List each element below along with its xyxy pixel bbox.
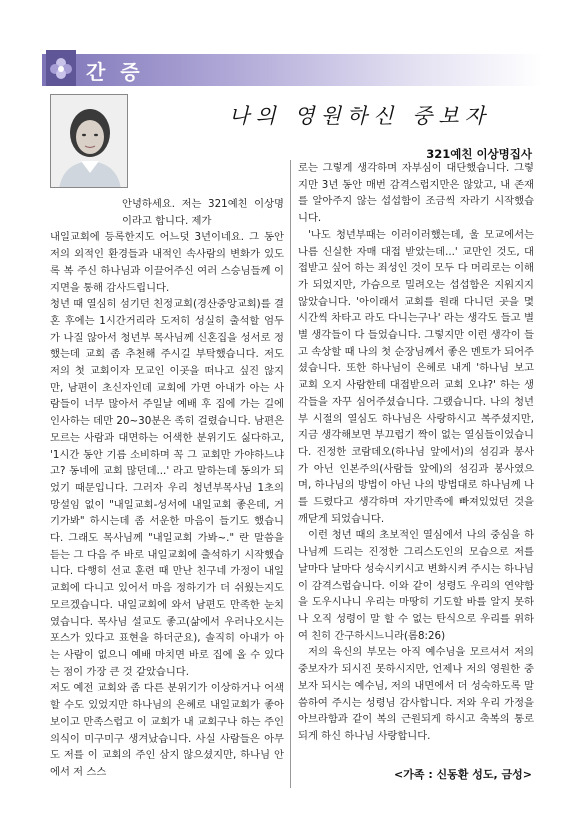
body-paragraph: 이런 청년 때의 초보적인 열심에서 나의 중심을 하나님께 드리는 진정한 그리스도인의 모습으로 저를 날마다 날마다 성숙시키시고 변화시켜 주시는 하나님이 감격스럽습니다. 이와 같이 성령도 우리의 연약함을 도우시나니 우리는 마땅히 기도할 바를 알지 못하나 오직 성령이 말 할 수 없는 탄식으로 우리를 위하여 친히 간구하시느니라(롬8:26) [298, 529, 534, 642]
right-column [298, 160, 534, 745]
article-headline: 나의 영원하신 중보자 [229, 104, 491, 128]
flower-icon [46, 50, 76, 86]
section-banner [42, 50, 542, 90]
intro-paragraph: 안녕하세요. 저는 321예친 이상명이라고 합니다. 제가 [122, 198, 284, 227]
author-byline: 321예친 이상명집사 [426, 147, 532, 161]
family-note: <가족 : 신동환 성도, 금성> [394, 768, 532, 781]
author-portrait [50, 94, 128, 188]
body-paragraph: 저도 예전 교회와 좀 다른 분위기가 이상하거나 어색할 수도 있었지만 하나님의 은혜로 내일교회가 좋아 보이고 만족스럽고 이 교회가 내 교회구나 하는 주인의식이 미구미구 생겨났습니다. 사실 사람들은 아무도 저를 이 교회의 주인 삼지 않으셨지만, 하나님 안에서 저 스스 [50, 682, 284, 778]
body-paragraph: 로는 그렇게 생각하며 자부심이 대단했습니다. 그렇지만 3년 동안 매번 감격스럽지만은 않았고, 내 존재를 알아주지 않는 섭섭함이 조금씩 자라기 시작했습니다. [298, 162, 534, 225]
column-divider [290, 160, 291, 788]
body-paragraph: 내일교회에 등록한지도 어느덧 3년이네요. 그 동안 저의 외적인 환경들과 내적인 속사람의 변화가 있도록 복 주신 하나님과 이끌어주신 여러 스승님들께 이 지면을 통해 감사드립니다. [50, 231, 284, 294]
body-paragraph: '나도 청년부때는 이러이러했는데, 울 모교에서는 나름 신실한 자매 대접 받았는데...' 교만인 것도, 대접받고 싶어 하는 죄성인 것이 모두 다 머리로는 이해가 되었지만, 가슴으로 밀려오는 섭섭함은 지워지지 않았습니다. '아이래서 교회를 원래 다니던 곳을 몇 시간씩 차타고 라도 다니는구나' 라는 생각도 들고 별 별 생각들이 다 들었습니다. 그렇지만 이런 생각이 들고 속상할 때 나의 첫 순장님께서 좋은 멘토가 되어주셨습니다. 또한 하나님이 은혜로 내게 '하나님 보고 교회 오지 사람한테 대접받으러 교회 오냐?' 하는 생각들을 자꾸 심어주셨습니다. 그랬습니다. 나의 청년부 시절의 열심도 하나님은 사랑하시고 복주셨지만, 지금 생각해보면 부끄럽기 짝이 없는 열심들이었습니다. 진정한 코람데오(하나님 앞에서)의 섬김과 봉사가 아닌 인본주의(사람들 앞에)의 섬김과 봉사였으며, 하나님의 방법이 아닌 나의 방법대로 하나님께 나를 드렸다고 생각하며 자기만족에 빠져있었던 것을 깨닫게 되었습니다. [298, 228, 534, 525]
body-paragraph: 저의 육신의 부모는 아직 예수님을 모르셔서 저의 중보자가 되시진 못하시지만, 언제나 저의 영원한 중보자 되시는 예수님, 저의 내면에서 더 성숙하도록 말씀하여 주시는 성령님 감사합니다. 저와 우리 가정을 아브라함과 같이 복의 근원되게 하시고 축복의 통로 되게 하신 하나님 사랑합니다. [298, 646, 534, 742]
banner-title: 간 증 [86, 60, 144, 84]
left-column [50, 196, 284, 781]
body-paragraph: 청년 때 열심히 섬기던 친정교회(경산중앙교회)를 결혼 후에는 1시간거리라 도저히 성실히 출석할 엄두가 나질 않아서 청년부 목사님께 신혼집을 성서로 정했는데 교회 좀 추천해 주시길 부탁했습니다. 저도 저의 첫 교회이자 모교인 이곳을 떠나고 싶진 않지만, 남편이 초신자인데 교회에 가면 아내가 아는 사람들이 너무 많아서 주일날 예배 후 집에 가는 길에 인사하는 데만 20~30분은 족히 걸렸습니다. 남편은 모르는 사람과 대면하는 어색한 분위기도 싫다하고, '1시간 동안 기름 소비하며 꼭 그 교회만 가야하느냐고? 동네에 교회 많던데...' 라고 말하는데 동의가 되었기 때문입니다. 그러자 우리 청년부목사님 1초의 망설임 없이 "내일교회-성서에 내일교회 좋은데, 거기가봐" 하시는데 좀 서운한 마음이 들기도 했습니다. 그래도 목사님께 "내일교회 가봐~." 란 말씀을 듣는 그 다음 주 바로 내일교회에 출석하기 시작했습니다. 다행히 선교 훈련 때 만난 친구네 가정이 내일교회에 다니고 있어서 마음 정하기가 더 쉬웠는지도 모르겠습니다. 내일교회에 와서 남편도 만족한 눈치였습니다. 목사님 설교도 좋고(삶에서 우러나오시는 포스가 있다고 표현을 하더군요), 솔직히 아내가 아는 사람이 없으니 예배 마치면 바로 집에 올 수 있다는 점이 가장 큰 것 같았습니다. [50, 298, 284, 678]
